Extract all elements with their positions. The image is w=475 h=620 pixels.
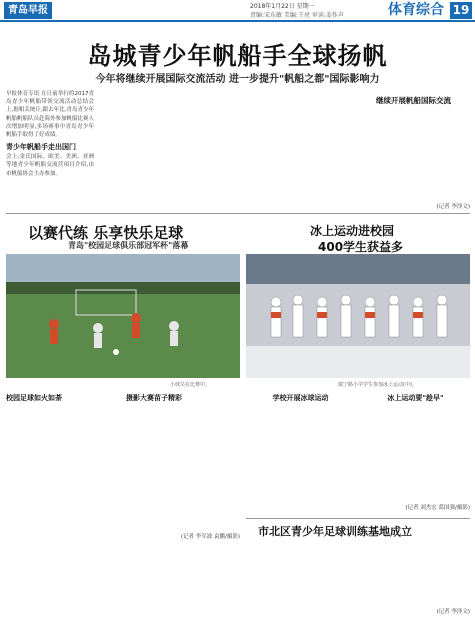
football-photo-illustration xyxy=(6,254,240,378)
football-caption: 小球员在比赛中。 xyxy=(170,382,211,388)
football-subhead2: 摄影大赛苗子精彩 xyxy=(126,394,182,402)
football-byline: (记者 李军波 袁鹏/摄影) xyxy=(180,534,240,540)
article1-byline: (记者 李泽文) xyxy=(436,204,470,210)
ice-col1 xyxy=(246,391,355,511)
football-col1 xyxy=(6,391,120,541)
newspaper-logo: 青岛早报 xyxy=(4,2,52,19)
dateline: 2018年1月22日 星期一 xyxy=(250,3,315,10)
article1-col1 xyxy=(6,90,94,210)
base-title: 市北区青少年足球训练基地成立 xyxy=(258,525,412,538)
section-title: 体育综合 xyxy=(388,2,444,18)
article1-col3 xyxy=(194,90,282,210)
ice-subhead2: 冰上运动要"趁早" xyxy=(387,394,444,402)
football-title: 以赛代练 乐享快乐足球 xyxy=(28,224,184,242)
page-number: 19 xyxy=(450,2,472,19)
ice-byline: (记者 刘杰宏 葛国强/摄影) xyxy=(405,505,470,511)
ice-caption: 镇宁路小学学生参加冰上运动(中)。 xyxy=(338,382,417,388)
base-col2 xyxy=(361,540,470,616)
football-subtitle: 青岛"校园足球俱乐部冠军杯"落幕 xyxy=(68,241,189,250)
ice-subtitle: 400学生获益多 xyxy=(318,240,404,254)
ice-photo xyxy=(246,254,470,378)
football-col2 xyxy=(126,391,240,541)
article1-box-title: 继续开展帆船国际交流 xyxy=(376,96,451,105)
article1-col2 xyxy=(100,90,188,210)
main-subhead: 今年将继续开展国际交流活动 进一步提升"帆船之都"国际影响力 xyxy=(95,74,380,85)
divider xyxy=(6,213,470,214)
ice-col2 xyxy=(361,391,470,511)
ice-photo-illustration xyxy=(246,254,470,378)
article1-subhead: 青少年帆船手走出国门 xyxy=(6,143,76,152)
article1-box-text xyxy=(376,110,470,202)
ice-title: 冰上运动进校园 xyxy=(310,224,395,238)
masthead xyxy=(0,0,475,22)
ice-subhead1: 学校开展冰球运动 xyxy=(272,394,329,402)
article1-col4 xyxy=(288,90,370,210)
article1-col1b-text: 会上,金氏国际、欧美、美洲、亚洲等地青少年帆船交流营项目介绍,由市帆船协会主办参加。 xyxy=(6,154,94,177)
base-col1 xyxy=(246,540,355,616)
football-photo xyxy=(6,254,240,378)
divider-2 xyxy=(246,518,470,519)
staff-line: 责编:宋东敏 美编:王亮 审读:姜作声 xyxy=(250,12,344,19)
article1-col1-text: 早报体育专讯 在日前举行的2017青岛青少年帆船带领交流活动总结会上,据相关统计,跟去年比,青岛青少年帆船帆船队员赴海外参加帆船比赛人次增加明显,多场赛事中青岛青少年帆船手取得了好成绩。 xyxy=(6,91,94,139)
football-subhead1: 校园足球如火如荼 xyxy=(6,394,62,402)
base-byline: (记者 李泽文) xyxy=(436,609,470,615)
main-headline: 岛城青少年帆船手全球扬帆 xyxy=(87,42,388,70)
